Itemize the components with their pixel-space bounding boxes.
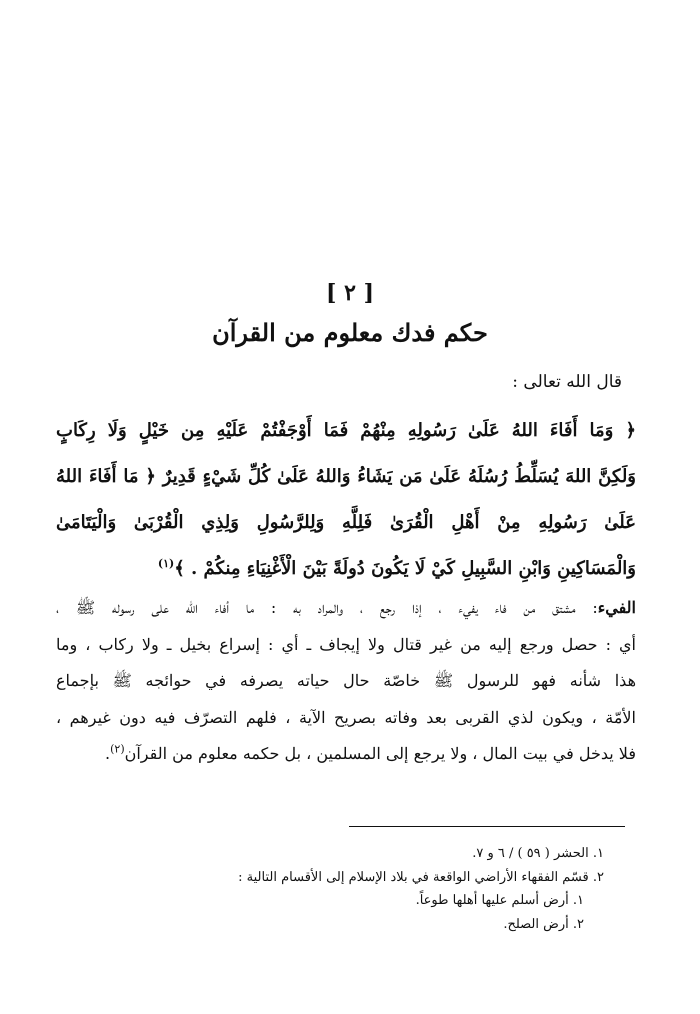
footnote-mark: (٢) (110, 742, 125, 756)
quran-line-text: وَالْمَسَاكِينِ وَابْنِ السَّبِيلِ كَيْ لَا يَكُونَ دُولَةً بَيْنَ الْأَغْنِيَاءِ مِنكُمْ . ﴾ (174, 558, 636, 579)
body-line: أي : حصل ورجع إليه من غير قتال ولا إيجاف ـ أي : إسراع بخيل ـ ولا ركاب ، وما (56, 634, 636, 654)
intro-text: قال الله تعالى : (512, 372, 622, 392)
section-number: [ ٢ ] (326, 280, 374, 306)
body-line (56, 590, 636, 627)
body-paragraph (56, 590, 636, 773)
footnote: ٢. قسّم الفقهاء الأراضي الواقعة في بلاد الإسلام إلى الأقسام التالية : (238, 869, 604, 885)
page-title: حكم فدك معلوم من القرآن (212, 318, 488, 347)
quran-line-last (56, 546, 636, 592)
quran-line: وَلَكِنَّ اللهَ يُسَلِّطُ رُسُلَهُ عَلَىٰ مَن يَشَاءُ وَاللهُ عَلَىٰ كُلِّ شَيْءٍ قَدِيرٌ ﴿ مَا أَفَاءَ اللهُ (56, 466, 636, 487)
body-line-end: . (105, 744, 111, 763)
body-line-text: فلا يدخل في بيت المال ، ولا يرجع إلى المسلمين ، بل حكمه معلوم من القرآن (124, 744, 636, 763)
footnotes (64, 842, 604, 936)
body-line: الأمّة ، ويكون لذي القربى بعد وفاته بصريح الآية ، فلهم التصرّف فيه دون غيرهم ، (56, 707, 636, 727)
quran-line: عَلَىٰ رَسُولِهِ مِنْ أَهْلِ الْقُرَىٰ فَلِلَّهِ وَلِلرَّسُولِ وَلِذِي الْقُرْبَىٰ وَالْيَتَامَىٰ (56, 512, 636, 533)
quran-verse (56, 408, 636, 592)
footnote-mark: (١) (157, 557, 175, 570)
body-line-text: : مشتق من فاء يفيء ، إذا رجع ، والمراد به : ما أفاء الله على رسوله ﷺ ، (56, 598, 598, 617)
footnote-divider (349, 826, 625, 827)
body-line: هذا شأنه فهو للرسول ﷺ خاصّة حال حياته يصرفه في حوائجه ﷺ بإجماع (56, 671, 636, 690)
body-line-last (56, 736, 636, 773)
footnote: ١. الحشر ( ٥٩ ) / ٦ و ٧. (472, 846, 604, 861)
defined-term: الفيء (597, 598, 636, 617)
footnote-subitem: ٢. أرض الصلح. (503, 916, 584, 932)
quran-line: ﴿ وَمَا أَفَاءَ اللهُ عَلَىٰ رَسُولِهِ مِنْهُمْ فَمَا أَوْجَفْتُمْ عَلَيْهِ مِن خَيْلٍ وَلَا رِكَابٍ (56, 420, 636, 441)
footnote-subitem: ١. أرض أسلم عليها أهلها طوعاً. (415, 893, 584, 908)
